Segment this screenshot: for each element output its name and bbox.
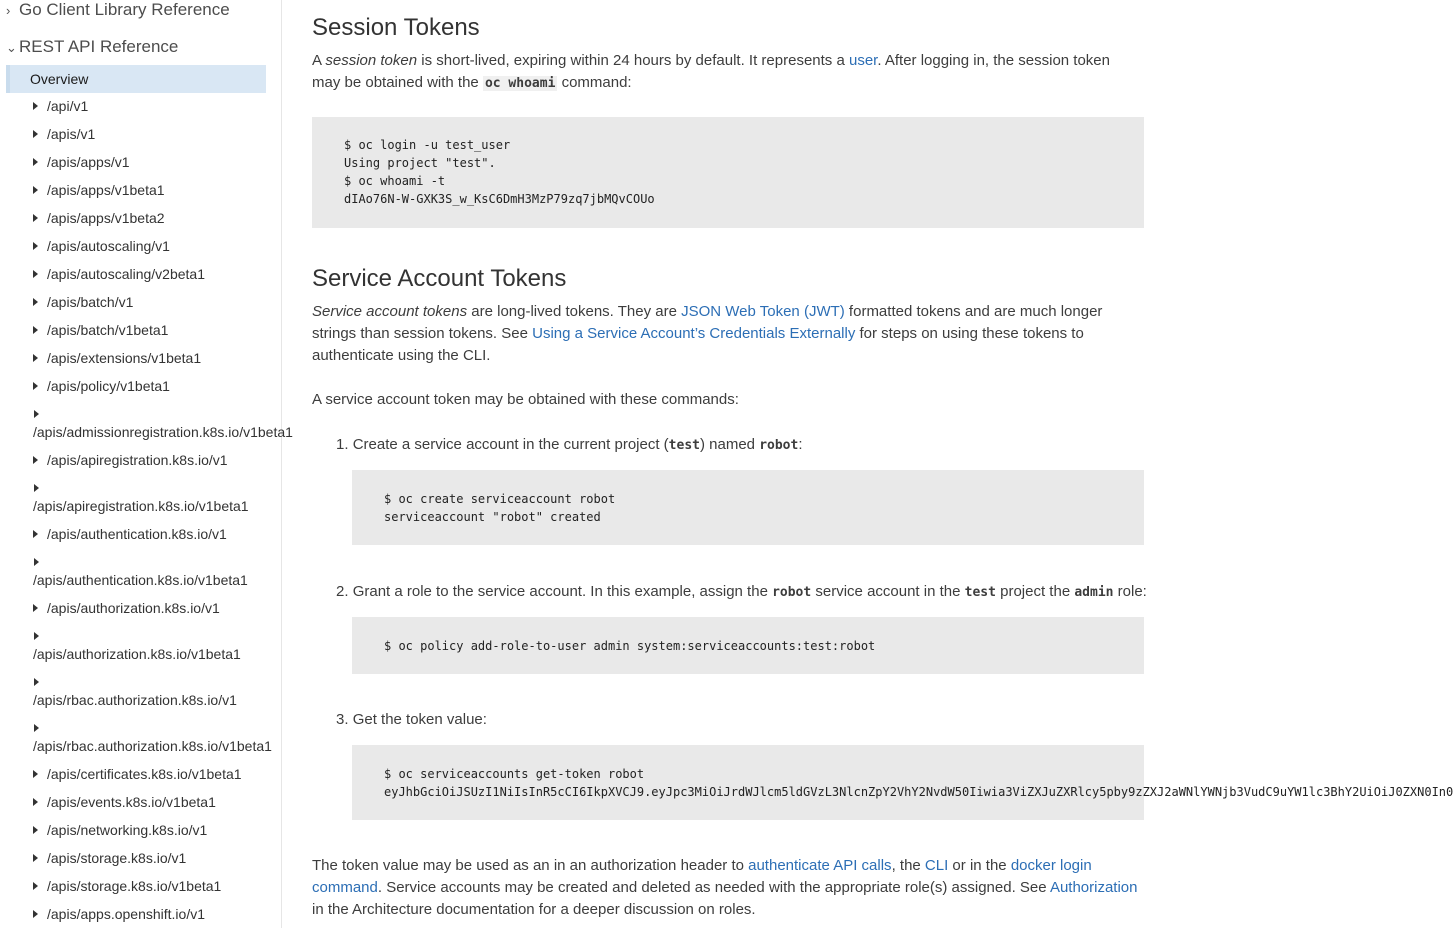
nav-item[interactable]: /apis/batch/v1 — [33, 294, 133, 310]
session-tokens-heading: Session Tokens — [312, 14, 480, 41]
nav-go-client-library[interactable]: › Go Client Library Reference — [6, 0, 230, 19]
code-block-session: $ oc login -u test_user Using project "test". $ oc whoami -t dIAo76N-W-GXK3S_w_KsC6DmH3MzP79zq7jbMQvCOUo — [312, 117, 1144, 228]
jwt-link[interactable]: JSON Web Token (JWT) — [681, 303, 845, 320]
user-link[interactable]: user — [848, 52, 878, 69]
token-usage-paragraph: The token value may be used as an in an authorization header to authenticate API calls, the CLI or in the docker login command. Service accounts may be created and deleted as needed with the appropriate role(s) assigned. See Authorization in the Architecture documentation for a deeper discussion on roles. — [312, 857, 1138, 918]
nav-item[interactable]: /apis/batch/v1beta1 — [33, 322, 168, 338]
authorization-link[interactable]: Authorization — [1049, 879, 1138, 896]
expand-triangle-icon[interactable] — [34, 632, 39, 640]
nav-item[interactable]: /apis/storage.k8s.io/v1beta1 — [33, 878, 221, 894]
expand-triangle-icon[interactable] — [33, 798, 38, 806]
expand-triangle-icon[interactable] — [33, 102, 38, 110]
expand-triangle-icon[interactable] — [33, 826, 38, 834]
nav-item[interactable]: /apis/rbac.authorization.k8s.io/v1beta1 — [33, 738, 272, 754]
expand-triangle-icon[interactable] — [33, 604, 38, 612]
expand-triangle-icon[interactable] — [33, 298, 38, 306]
nav-item[interactable]: /apis/storage.k8s.io/v1 — [33, 850, 186, 866]
nav-item[interactable]: /apis/apps/v1beta1 — [33, 182, 165, 198]
main-content — [312, 0, 1453, 928]
nav-item[interactable]: /apis/policy/v1beta1 — [33, 378, 170, 394]
expand-triangle-icon[interactable] — [33, 456, 38, 464]
nav-item[interactable]: /apis/autoscaling/v2beta1 — [33, 266, 205, 282]
nav-item[interactable]: /apis/events.k8s.io/v1beta1 — [33, 794, 216, 810]
nav-item[interactable]: /apis/authentication.k8s.io/v1beta1 — [33, 572, 248, 588]
nav-item[interactable]: /apis/apiregistration.k8s.io/v1 — [33, 452, 228, 468]
nav-item[interactable]: /apis/apps/v1beta2 — [33, 210, 165, 226]
nav-item[interactable]: /apis/authorization.k8s.io/v1beta1 — [33, 646, 241, 662]
sidebar-nav — [0, 0, 293, 928]
code-block-get-token: $ oc serviceaccounts get-token robot eyJhbGciOiJSUzI1NiIsInR5cCI6IkpXVCJ9.eyJpc3MiOiJrdWJlcm5ldGVzL3NlcnZpY2VhY2NvdW50Iiwia3ViZXJuZXRlcy5pby9zZXJ2aWNlYWNjb3VudC9uYW1lc3BhY2UiOiJ0ZXN0In0 — [352, 745, 1144, 820]
expand-triangle-icon[interactable] — [33, 910, 38, 918]
step-3: 3. Get the token value: — [336, 711, 487, 728]
nav-item[interactable]: /apis/apps/v1 — [33, 154, 130, 170]
nav-item[interactable]: /apis/networking.k8s.io/v1 — [33, 822, 207, 838]
expand-triangle-icon[interactable] — [33, 130, 38, 138]
expand-triangle-icon[interactable] — [33, 270, 38, 278]
nav-item[interactable]: /apis/v1 — [33, 126, 95, 142]
service-account-intro: A service account token may be obtained with these commands: — [312, 391, 739, 408]
nav-item[interactable]: /apis/rbac.authorization.k8s.io/v1 — [33, 692, 237, 708]
expand-triangle-icon[interactable] — [34, 484, 39, 492]
expand-triangle-icon[interactable] — [33, 242, 38, 250]
nav-item[interactable]: /apis/autoscaling/v1 — [33, 238, 170, 254]
nav-rest-api-reference[interactable]: ⌄ REST API Reference — [6, 37, 179, 56]
code-block-policy: $ oc policy add-role-to-user admin system:serviceaccounts:test:robot — [352, 617, 1144, 674]
chevron-right-icon: › — [6, 3, 11, 18]
expand-triangle-icon[interactable] — [34, 410, 39, 418]
expand-triangle-icon[interactable] — [33, 530, 38, 538]
nav-item[interactable]: /apis/admissionregistration.k8s.io/v1beta1 — [33, 424, 293, 440]
expand-triangle-icon[interactable] — [33, 354, 38, 362]
cli-link[interactable]: CLI — [924, 857, 949, 874]
expand-triangle-icon[interactable] — [33, 770, 38, 778]
nav-item[interactable]: /api/v1 — [33, 98, 88, 114]
chevron-down-icon: ⌄ — [6, 40, 17, 55]
expand-triangle-icon[interactable] — [33, 326, 38, 334]
expand-triangle-icon[interactable] — [33, 382, 38, 390]
step-1: 1. Create a service account in the current project (test) named robot: — [336, 436, 803, 453]
expand-triangle-icon[interactable] — [33, 186, 38, 194]
expand-triangle-icon[interactable] — [33, 882, 38, 890]
nav-item[interactable]: /apis/apiregistration.k8s.io/v1beta1 — [33, 498, 249, 514]
expand-triangle-icon[interactable] — [34, 558, 39, 566]
code-block-create: $ oc create serviceaccount robot serviceaccount "robot" created — [352, 470, 1144, 545]
nav-item[interactable]: /apis/certificates.k8s.io/v1beta1 — [33, 766, 242, 782]
authenticate-api-calls-link[interactable]: authenticate API calls — [748, 857, 892, 874]
expand-triangle-icon[interactable] — [33, 214, 38, 222]
service-account-paragraph: Service account tokens are long-lived tokens. They are JSON Web Token (JWT) formatted tokens and are much longer strings than session tokens. See Using a Service Account’s Credentials Externally for steps on using these tokens to authenticate using the CLI. — [312, 303, 1103, 364]
nav-item[interactable]: /apis/extensions/v1beta1 — [33, 350, 201, 366]
expand-triangle-icon[interactable] — [33, 158, 38, 166]
session-token-paragraph: A session token is short-lived, expiring within 24 hours by default. It represents a user. After logging in, the session token may be obtained with the oc whoami command: — [312, 52, 1110, 91]
expand-triangle-icon[interactable] — [34, 678, 39, 686]
using-credentials-link[interactable]: Using a Service Account’s Credentials Externally — [532, 325, 856, 342]
docker-login-command-link[interactable]: docker login command — [312, 857, 1092, 896]
step-2: 2. Grant a role to the service account. In this example, assign the robot service account in the test project the admin role: — [336, 583, 1147, 600]
nav-item[interactable]: /apis/apps.openshift.io/v1 — [33, 906, 205, 922]
nav-item[interactable]: /apis/authorization.k8s.io/v1 — [33, 600, 220, 616]
nav-overview[interactable]: Overview — [6, 65, 266, 93]
service-account-tokens-heading: Service Account Tokens — [312, 265, 567, 292]
inline-code: oc whoami — [484, 76, 556, 91]
expand-triangle-icon[interactable] — [33, 854, 38, 862]
expand-triangle-icon[interactable] — [34, 724, 39, 732]
nav-item[interactable]: /apis/authentication.k8s.io/v1 — [33, 526, 227, 542]
